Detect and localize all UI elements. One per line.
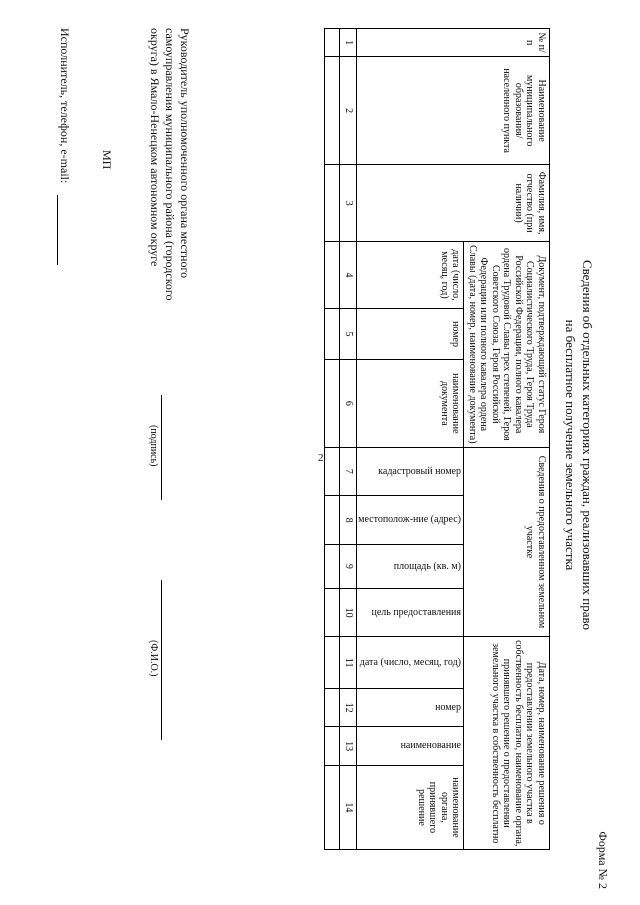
column-number: 6 <box>340 360 357 447</box>
column-number: 12 <box>340 688 357 727</box>
column-number: 13 <box>340 727 357 766</box>
column-number: 2 <box>340 57 357 165</box>
header-decision-date: дата (число, месяц, год) <box>360 656 462 668</box>
column-number: 5 <box>340 308 357 359</box>
header-doc-name: наименование документа <box>356 360 464 447</box>
header-decision-name: наименование <box>401 740 462 752</box>
title-line-2: на бесплатное получение земельного участка <box>563 319 578 571</box>
name-line <box>161 580 162 740</box>
column-number: 10 <box>340 588 357 637</box>
header-land-purpose: цель предоставления <box>371 606 462 618</box>
column-number: 4 <box>340 242 357 309</box>
header-full-name: Фамилия, имя, отчество (при наличии) <box>356 165 549 242</box>
records-table <box>324 28 550 850</box>
header-number: № п/п <box>356 29 549 57</box>
signature-line <box>161 395 162 500</box>
header-decision-body: наименование органа, принявшего решение <box>356 765 464 849</box>
header-land-cadastral: кадастровый номер <box>378 465 462 477</box>
column-number: 14 <box>340 765 357 849</box>
column-number: 11 <box>340 637 357 688</box>
signature-caption: (подпись) <box>148 425 159 467</box>
seal-placeholder: МП <box>100 150 114 170</box>
executor-line <box>57 195 58 265</box>
header-document-group: Документ, подтверждающий статус Героя Социалистического Труда, Героя Труда Российской Федерации, полного кавалера ордена Трудовой Славы трех степеней, Героя Советского Союза, Героя Российской Федерации или полного кавалера ордена Славы (дата, номер, наименование документа) <box>464 242 550 447</box>
page-number: 2 <box>318 452 324 464</box>
header-municipality: Наименование муниципального образования/ населенного пункта <box>356 57 549 165</box>
header-land-area: площадь (кв. м) <box>394 560 462 572</box>
form-label: Форма № 2 <box>596 831 610 889</box>
column-number: 7 <box>340 447 357 496</box>
header-row-1 <box>464 29 550 850</box>
column-number: 9 <box>340 545 357 589</box>
header-land-group: Сведения о предоставленном земельном участке <box>464 447 550 637</box>
name-caption: (Ф.И.О.) <box>148 640 159 677</box>
header-decision-number: номер <box>435 701 462 713</box>
column-number-row <box>340 29 357 850</box>
header-decision-group: Дата, номер, наименование решения о предоставлении земельного участка в собственность бесплатно, наименование органа, принявшего решение о предоставлении земельного участка в собственность бесплатно <box>464 637 550 850</box>
column-number: 1 <box>340 29 357 57</box>
signatory-text: Руководитель уполномоченного органа местного самоуправления муниципального района (городского округа) в Ямало-Ненецком автономном округе <box>148 28 192 301</box>
column-number: 3 <box>340 165 357 242</box>
executor-label: Исполнитель, телефон, e-mail: <box>58 28 72 184</box>
title-line-1: Сведения об отдельных категориях граждан, реализовавших право <box>580 259 595 631</box>
header-doc-number: номер <box>356 308 464 359</box>
header-doc-date: дата (число, месяц, год) <box>356 242 464 309</box>
blank-data-row <box>325 29 340 850</box>
column-number: 8 <box>340 496 357 545</box>
header-land-location: местополож-ние (адрес) <box>358 514 462 526</box>
document-title <box>562 120 596 770</box>
